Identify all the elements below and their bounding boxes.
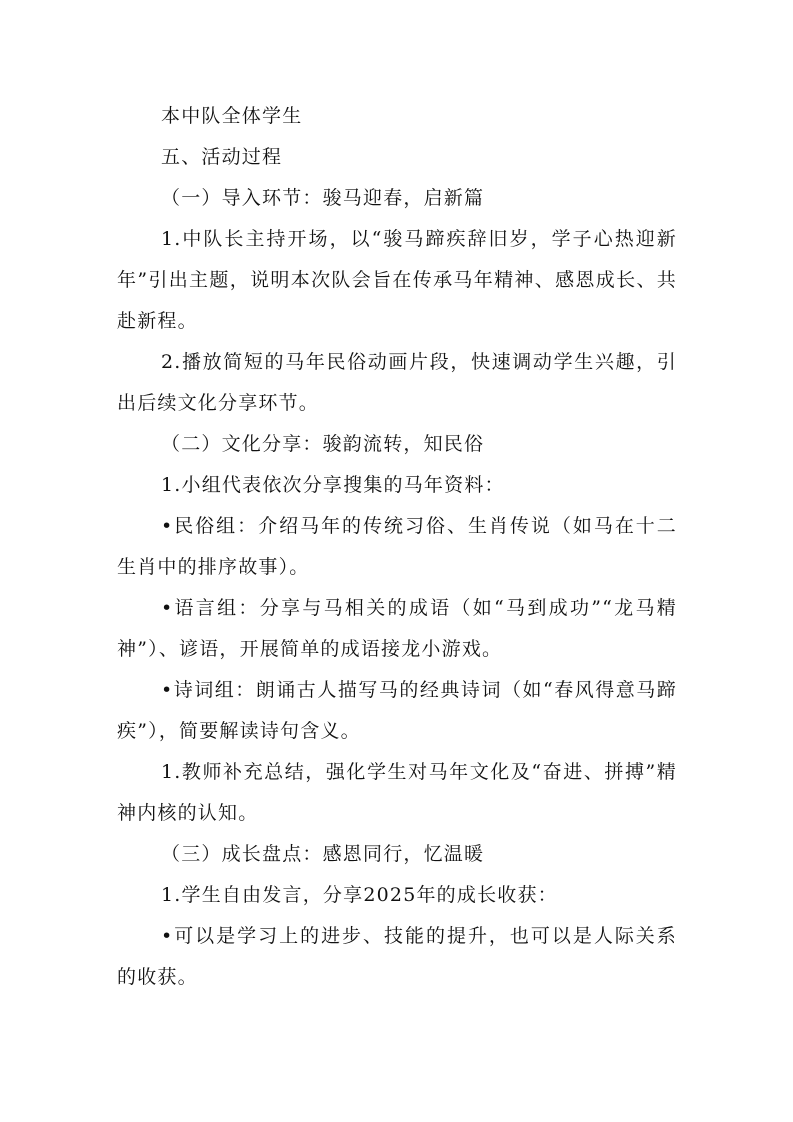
paragraph-intro-1: 1.中队长主持开场，以“骏马蹄疾辞旧岁，学子心热迎新年”引出主题，说明本次队会旨在传承马年精神、感恩成长、共赴新程。 <box>117 228 677 332</box>
document-body <box>117 96 677 998</box>
bullet-language-group: •语言组：分享与马相关的成语（如“马到成功”“龙马精神”）、谚语，开展简单的成语接龙小游戏。 <box>117 597 677 660</box>
subsection-heading-culture: （二）文化分享：骏韵流转，知民俗 <box>161 433 485 455</box>
subsection-heading-growth: （三）成长盘点：感恩同行，忆温暖 <box>161 843 485 865</box>
bullet-poetry-group: •诗词组：朗诵古人描写马的经典诗词（如“春风得意马蹄疾”），简要解读诗句含义。 <box>117 679 677 742</box>
subsection-heading-intro: （一）导入环节：骏马迎春，启新篇 <box>161 187 485 209</box>
paragraph-teacher-summary: 1.教师补充总结，强化学生对马年文化及“奋进、拼搏”精神内核的认知。 <box>117 761 677 824</box>
paragraph-intro-2: 2.播放简短的马年民俗动画片段，快速调动学生兴趣，引出后续文化分享环节。 <box>117 351 677 414</box>
section-heading-process: 五、活动过程 <box>161 146 283 168</box>
paragraph-culture-1: 1.小组代表依次分享搜集的马年资料： <box>161 474 505 496</box>
paragraph-growth-1: 1.学生自由发言，分享2025年的成长收获： <box>161 884 558 906</box>
paragraph-participants: 本中队全体学生 <box>161 105 303 127</box>
bullet-growth-examples: •可以是学习上的进步、技能的提升，也可以是人际关系的收获。 <box>117 925 677 988</box>
bullet-folk-group: •民俗组：介绍马年的传统习俗、生肖传说（如马在十二生肖中的排序故事）。 <box>117 515 677 578</box>
